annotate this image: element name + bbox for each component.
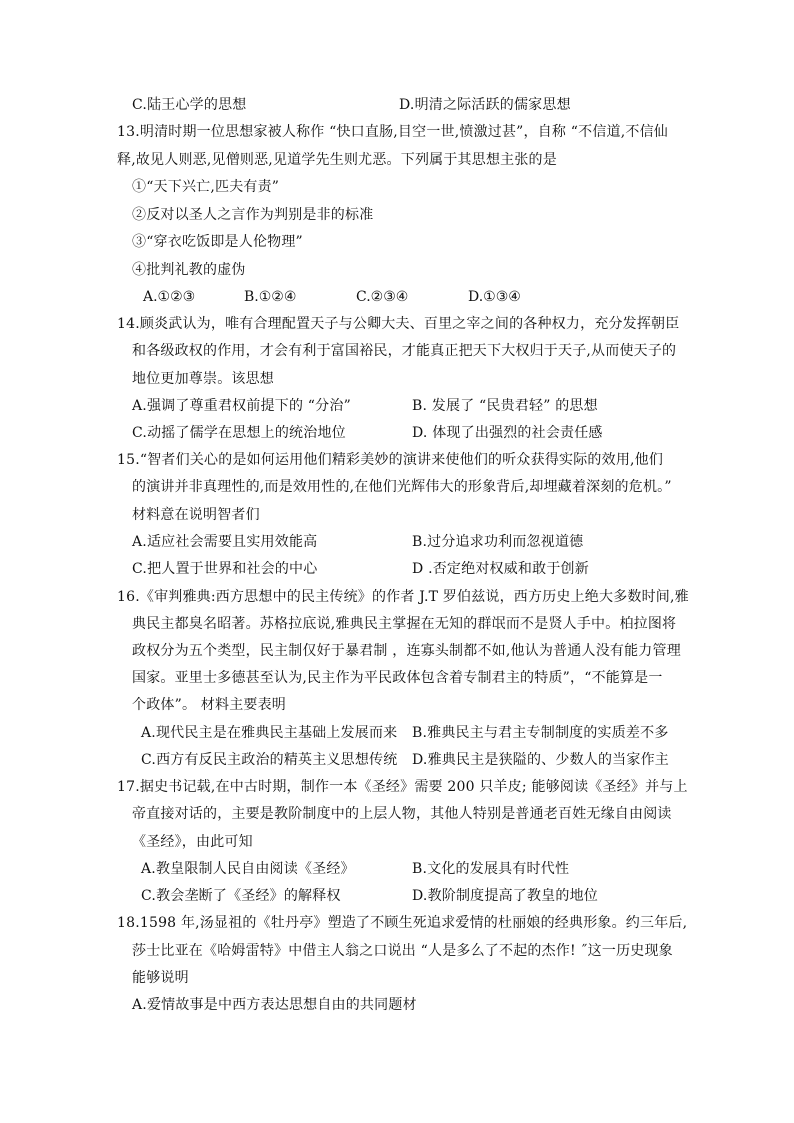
- q15-stem-line1: 15.“智者们关心的是如何运用他们精彩美妙的演讲来使他们的听众获得实际的效用,他们: [117, 452, 664, 468]
- q16-option-d: D.雅典民主是狭隘的、少数人的当家作主: [412, 752, 669, 768]
- q17-option-d: D.教阶制度提高了教皇的地位: [412, 888, 598, 904]
- q17-option-c: C.教会垄断了《圣经》的解释权: [141, 888, 341, 904]
- q13-option-b: B.①②④: [244, 289, 297, 305]
- q15-option-c: C.把人置于世界和社会的中心: [132, 561, 318, 577]
- q16-option-c: C.西方有反民主政治的精英主义思想传统: [141, 752, 398, 768]
- q15-stem-line3: 材料意在说明智者们: [132, 507, 260, 523]
- q16-stem-line2: 典民主都臭名昭著。苏格拉底说,雅典民主掌握在无知的群氓而不是贤人手中。柏拉图将: [132, 616, 677, 632]
- q16-stem-line4: 国家。亚里士多德甚至认为,民主作为平民政体包含着专制君主的特质”，“不能算是一: [132, 670, 663, 686]
- q13-option-c: C.②③④: [356, 289, 409, 305]
- q18-option-a: A.爱情故事是中西方表达思想自由的共同题材: [132, 997, 417, 1013]
- q13-item3: ③“穿衣吃饭即是人伦物理”: [132, 234, 303, 250]
- q14-option-c: C.动摇了儒学在思想上的统治地位: [132, 425, 346, 441]
- q13-item2: ②反对以圣人之言作为判别是非的标准: [132, 207, 374, 223]
- q13-stem-line2: 释,故见人则恶,见僧则恶,见道学先生则尤恶。下列属于其思想主张的是: [117, 152, 557, 168]
- q16-option-a: A.现代民主是在雅典民主基础上发展而来: [141, 725, 398, 741]
- q16-stem-line1: 16.《审判雅典:西方思想中的民主传统》的作者 J.T 罗伯兹说，西方历史上绝大多数时间,雅: [117, 589, 689, 605]
- q18-stem-line1: 18.1598 年,汤显祖的《牡丹亭》塑造了不顾生死追求爱情的杜丽娘的经典形象。约三年后,: [117, 915, 688, 931]
- q13-option-a: A.①②③: [143, 289, 196, 305]
- q13-stem-line1: 13.明清时期一位思想家被人称作 “快口直肠,目空一世,愤激过甚”，自称 “不信道,不信仙: [117, 124, 668, 140]
- q17-option-b: B.文化的发展具有时代性: [412, 861, 570, 877]
- q12-option-c: C.陆王心学的思想: [132, 97, 247, 113]
- q17-stem-line1: 17.据史书记载,在中古时期，制作一本《圣经》需要 200 只羊皮; 能够阅读《圣经》并与上: [117, 779, 688, 795]
- q17-stem-line3: 《圣经》，由此可知: [132, 834, 253, 850]
- q16-option-b: B.雅典民主与君主专制制度的实质差不多: [412, 725, 669, 741]
- q15-option-a: A.适应社会需要且实用效能高: [132, 534, 318, 550]
- q15-option-b: B.过分追求功利而忽视道德: [412, 534, 584, 550]
- q13-item4: ④批判礼教的虚伪: [132, 262, 246, 278]
- q16-stem-line3: 政权分为五个类型，民主制仅好于暴君制 ，连寡头制都不如,他认为普通人没有能力管理: [132, 643, 681, 659]
- q14-option-a: A.强调了尊重君权前提下的 “分治”: [132, 398, 351, 414]
- q18-stem-line2: 莎士比亚在《哈姆雷特》中借主人翁之口说出 “人是多么了不起的杰作! ˝这一历史现象: [132, 943, 673, 959]
- q15-option-d: D .否定绝对权威和敢于创新: [412, 561, 589, 577]
- q15-stem-line2: 的演讲并非真理性的,而是效用性的,在他们光辉伟大的形象背后,却埋藏着深刻的危机。”: [132, 479, 672, 495]
- q14-stem-line3: 地位更加尊崇。该思想: [132, 371, 274, 387]
- q14-stem-line2: 和各级政权的作用，才会有利于富国裕民，才能真正把天下大权归于天子,从而使天子的: [132, 343, 677, 359]
- q14-option-d: D. 体现了出强烈的社会责任感: [412, 425, 603, 441]
- q14-stem-line1: 14.顾炎武认为，唯有合理配置天子与公卿大夫、百里之宰之间的各种权力，充分发挥朝臣: [117, 316, 680, 332]
- q13-item1: ①“天下兴亡,匹夫有责”: [132, 179, 280, 195]
- q13-option-d: D.①③④: [468, 289, 521, 305]
- q14-option-b: B. 发展了 “民贵君轻” 的思想: [412, 398, 598, 414]
- q17-option-a: A.教皇限制人民自由阅读《圣经》: [141, 861, 355, 877]
- q18-stem-line3: 能够说明: [132, 970, 189, 986]
- q16-stem-line5: 个政体”。 材料主要表明: [132, 697, 287, 713]
- q17-stem-line2: 帝直接对话的，主要是教阶制度中的上层人物，其他人特别是普通老百姓无缘自由阅读: [132, 806, 672, 822]
- q12-option-d: D.明清之际活跃的儒家思想: [399, 97, 571, 113]
